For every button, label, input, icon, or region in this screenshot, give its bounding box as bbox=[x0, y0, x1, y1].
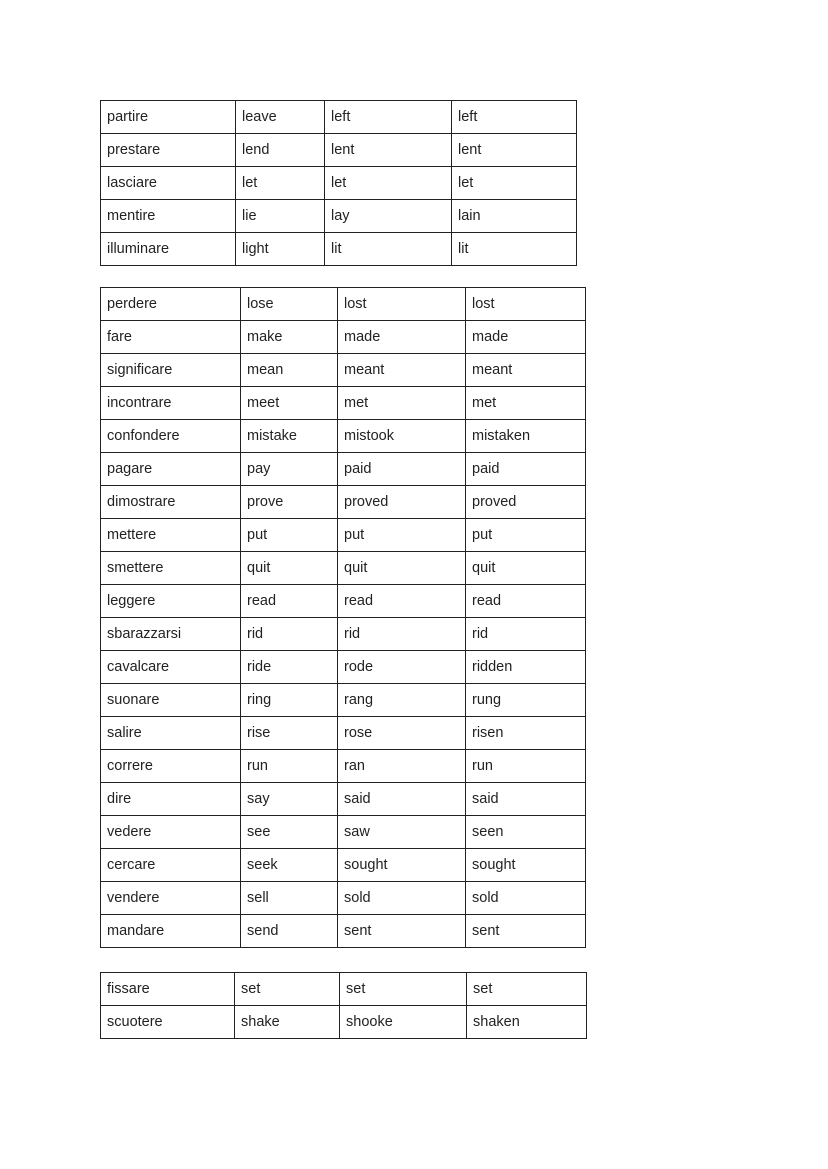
past-participle-cell: mistaken bbox=[466, 420, 586, 453]
past-simple-cell: lit bbox=[325, 233, 452, 266]
base-form-cell: quit bbox=[241, 552, 338, 585]
past-participle-cell: set bbox=[467, 973, 587, 1006]
past-participle-cell: left bbox=[452, 101, 577, 134]
past-simple-cell: quit bbox=[338, 552, 466, 585]
table-row bbox=[101, 882, 586, 915]
table-row bbox=[101, 420, 586, 453]
table-row bbox=[101, 750, 586, 783]
table-row bbox=[101, 233, 577, 266]
past-participle-cell: risen bbox=[466, 717, 586, 750]
table-row bbox=[101, 519, 586, 552]
past-participle-cell: shaken bbox=[467, 1006, 587, 1039]
italian-cell: cercare bbox=[101, 849, 241, 882]
past-participle-cell: quit bbox=[466, 552, 586, 585]
past-participle-cell: sold bbox=[466, 882, 586, 915]
base-form-cell: lend bbox=[236, 134, 325, 167]
verb-table-1 bbox=[100, 100, 577, 266]
base-form-cell: mean bbox=[241, 354, 338, 387]
table-row bbox=[101, 783, 586, 816]
base-form-cell: shake bbox=[235, 1006, 340, 1039]
past-participle-cell: rung bbox=[466, 684, 586, 717]
past-simple-cell: proved bbox=[338, 486, 466, 519]
past-participle-cell: met bbox=[466, 387, 586, 420]
past-simple-cell: sought bbox=[338, 849, 466, 882]
table-row bbox=[101, 167, 577, 200]
past-simple-cell: lent bbox=[325, 134, 452, 167]
past-simple-cell: set bbox=[340, 973, 467, 1006]
italian-cell: illuminare bbox=[101, 233, 236, 266]
past-simple-cell: made bbox=[338, 321, 466, 354]
base-form-cell: say bbox=[241, 783, 338, 816]
italian-cell: lasciare bbox=[101, 167, 236, 200]
table-row bbox=[101, 849, 586, 882]
past-simple-cell: mistook bbox=[338, 420, 466, 453]
past-simple-cell: read bbox=[338, 585, 466, 618]
table-row bbox=[101, 585, 586, 618]
past-participle-cell: ridden bbox=[466, 651, 586, 684]
verb-table-3 bbox=[100, 972, 587, 1039]
past-simple-cell: met bbox=[338, 387, 466, 420]
past-participle-cell: lain bbox=[452, 200, 577, 233]
italian-cell: sbarazzarsi bbox=[101, 618, 241, 651]
base-form-cell: let bbox=[236, 167, 325, 200]
table-row bbox=[101, 354, 586, 387]
past-simple-cell: let bbox=[325, 167, 452, 200]
italian-cell: perdere bbox=[101, 288, 241, 321]
past-simple-cell: paid bbox=[338, 453, 466, 486]
table-row bbox=[101, 200, 577, 233]
past-simple-cell: lay bbox=[325, 200, 452, 233]
past-simple-cell: rid bbox=[338, 618, 466, 651]
past-simple-cell: said bbox=[338, 783, 466, 816]
italian-cell: mandare bbox=[101, 915, 241, 948]
past-simple-cell: left bbox=[325, 101, 452, 134]
italian-cell: significare bbox=[101, 354, 241, 387]
past-simple-cell: sold bbox=[338, 882, 466, 915]
base-form-cell: prove bbox=[241, 486, 338, 519]
past-participle-cell: lent bbox=[452, 134, 577, 167]
past-participle-cell: lost bbox=[466, 288, 586, 321]
past-participle-cell: seen bbox=[466, 816, 586, 849]
past-participle-cell: meant bbox=[466, 354, 586, 387]
past-simple-cell: shooke bbox=[340, 1006, 467, 1039]
past-simple-cell: saw bbox=[338, 816, 466, 849]
italian-cell: dimostrare bbox=[101, 486, 241, 519]
base-form-cell: sell bbox=[241, 882, 338, 915]
base-form-cell: read bbox=[241, 585, 338, 618]
italian-cell: scuotere bbox=[101, 1006, 235, 1039]
past-participle-cell: said bbox=[466, 783, 586, 816]
past-participle-cell: lit bbox=[452, 233, 577, 266]
italian-cell: smettere bbox=[101, 552, 241, 585]
table-row bbox=[101, 973, 587, 1006]
italian-cell: incontrare bbox=[101, 387, 241, 420]
past-simple-cell: meant bbox=[338, 354, 466, 387]
past-participle-cell: let bbox=[452, 167, 577, 200]
italian-cell: dire bbox=[101, 783, 241, 816]
past-participle-cell: proved bbox=[466, 486, 586, 519]
italian-cell: leggere bbox=[101, 585, 241, 618]
table-row bbox=[101, 717, 586, 750]
table-row bbox=[101, 486, 586, 519]
past-participle-cell: sought bbox=[466, 849, 586, 882]
italian-cell: salire bbox=[101, 717, 241, 750]
past-simple-cell: lost bbox=[338, 288, 466, 321]
italian-cell: cavalcare bbox=[101, 651, 241, 684]
table-row bbox=[101, 1006, 587, 1039]
italian-cell: fissare bbox=[101, 973, 235, 1006]
base-form-cell: ride bbox=[241, 651, 338, 684]
base-form-cell: rid bbox=[241, 618, 338, 651]
table-row bbox=[101, 915, 586, 948]
base-form-cell: seek bbox=[241, 849, 338, 882]
table-row bbox=[101, 321, 586, 354]
past-participle-cell: read bbox=[466, 585, 586, 618]
base-form-cell: rise bbox=[241, 717, 338, 750]
past-simple-cell: put bbox=[338, 519, 466, 552]
verb-table-2 bbox=[100, 287, 586, 948]
base-form-cell: leave bbox=[236, 101, 325, 134]
table-row bbox=[101, 816, 586, 849]
base-form-cell: mistake bbox=[241, 420, 338, 453]
past-participle-cell: rid bbox=[466, 618, 586, 651]
base-form-cell: lose bbox=[241, 288, 338, 321]
base-form-cell: make bbox=[241, 321, 338, 354]
table-row bbox=[101, 288, 586, 321]
italian-cell: suonare bbox=[101, 684, 241, 717]
italian-cell: vedere bbox=[101, 816, 241, 849]
italian-cell: vendere bbox=[101, 882, 241, 915]
past-simple-cell: rang bbox=[338, 684, 466, 717]
table-row bbox=[101, 651, 586, 684]
italian-cell: correre bbox=[101, 750, 241, 783]
base-form-cell: see bbox=[241, 816, 338, 849]
past-participle-cell: paid bbox=[466, 453, 586, 486]
italian-cell: fare bbox=[101, 321, 241, 354]
past-participle-cell: run bbox=[466, 750, 586, 783]
italian-cell: prestare bbox=[101, 134, 236, 167]
table-row bbox=[101, 552, 586, 585]
past-simple-cell: rode bbox=[338, 651, 466, 684]
base-form-cell: ring bbox=[241, 684, 338, 717]
italian-cell: pagare bbox=[101, 453, 241, 486]
table-row bbox=[101, 618, 586, 651]
past-participle-cell: sent bbox=[466, 915, 586, 948]
italian-cell: mettere bbox=[101, 519, 241, 552]
table-row bbox=[101, 453, 586, 486]
base-form-cell: send bbox=[241, 915, 338, 948]
base-form-cell: light bbox=[236, 233, 325, 266]
past-simple-cell: ran bbox=[338, 750, 466, 783]
table-row bbox=[101, 684, 586, 717]
base-form-cell: set bbox=[235, 973, 340, 1006]
past-simple-cell: rose bbox=[338, 717, 466, 750]
italian-cell: confondere bbox=[101, 420, 241, 453]
base-form-cell: lie bbox=[236, 200, 325, 233]
base-form-cell: pay bbox=[241, 453, 338, 486]
past-simple-cell: sent bbox=[338, 915, 466, 948]
table-row bbox=[101, 101, 577, 134]
italian-cell: partire bbox=[101, 101, 236, 134]
base-form-cell: run bbox=[241, 750, 338, 783]
table-row bbox=[101, 387, 586, 420]
base-form-cell: meet bbox=[241, 387, 338, 420]
base-form-cell: put bbox=[241, 519, 338, 552]
table-row bbox=[101, 134, 577, 167]
italian-cell: mentire bbox=[101, 200, 236, 233]
past-participle-cell: made bbox=[466, 321, 586, 354]
past-participle-cell: put bbox=[466, 519, 586, 552]
